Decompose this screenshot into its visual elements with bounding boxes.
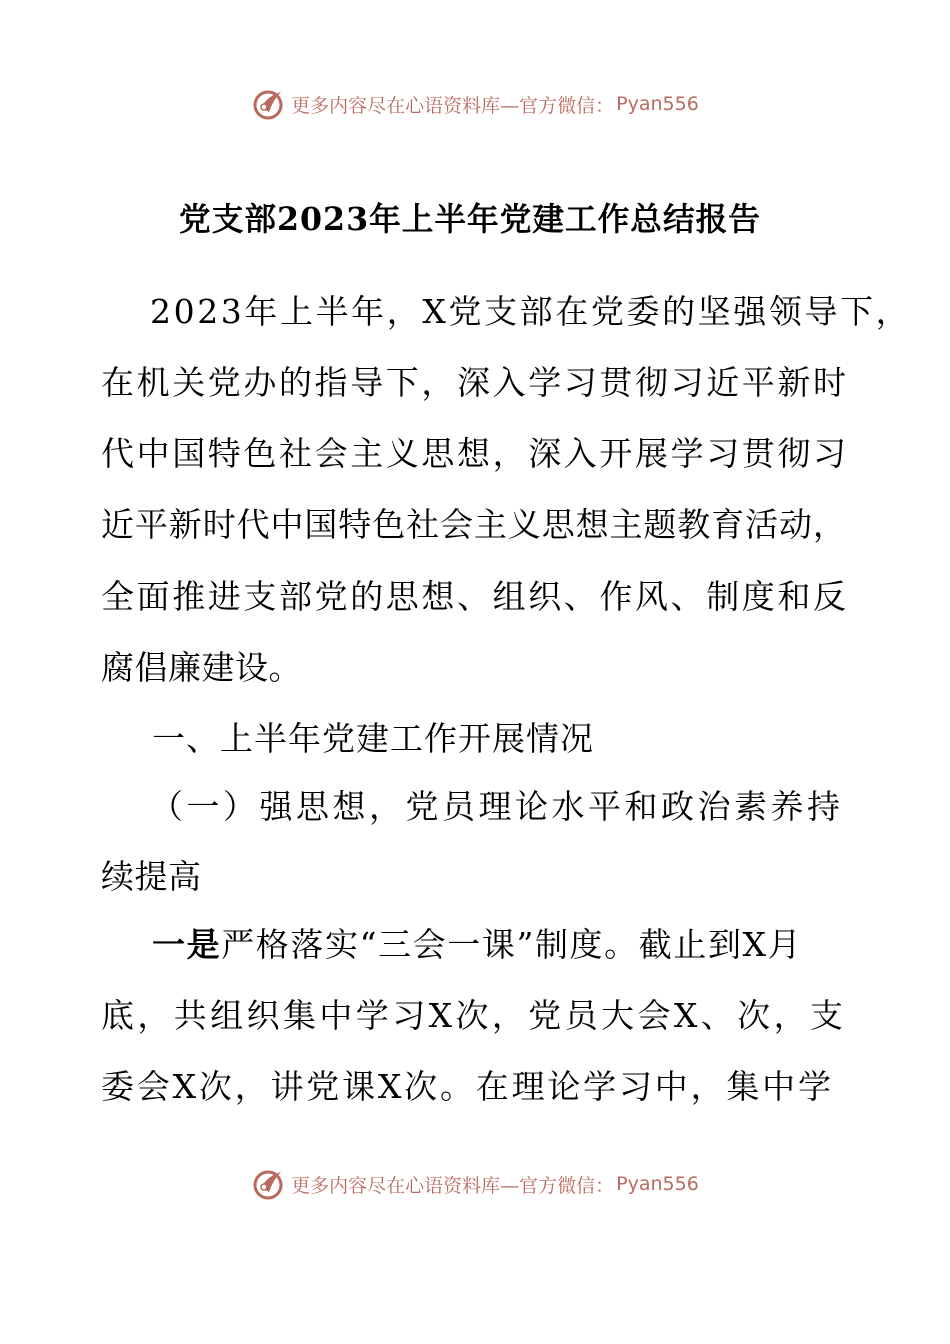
section-heading: 一、上半年党建工作开展情况 — [152, 719, 594, 758]
subsection-heading: （一）强思想，党员理论水平和政治素养持 — [150, 787, 844, 826]
watermark-text: 更多内容尽在心语资料库—官方微信： — [291, 1174, 615, 1197]
watermark-header — [0, 84, 950, 124]
watermark-footer — [0, 1164, 950, 1204]
bold-lead: 一是 — [152, 925, 222, 964]
watermark-text: 更多内容尽在心语资料库—官方微信： — [291, 94, 615, 117]
paragraph-line: 委会X次，讲党课X次。在理论学习中，集中学 — [101, 1067, 834, 1106]
paragraph-line: 近平新时代中国特色社会主义思想主题教育活动， — [101, 505, 847, 544]
document-title: 党支部2023年上半年党建工作总结报告 — [179, 200, 761, 238]
paragraph-line: 在机关党办的指导下，深入学习贯彻习近平新时 — [101, 363, 849, 402]
paragraph-line: 代中国特色社会主义思想，深入开展学习贯彻习 — [101, 434, 849, 473]
paragraph-line: 底，共组织集中学习X次，党员大会X、次，支 — [101, 996, 847, 1035]
subsection-heading: 续提高 — [101, 857, 202, 896]
paragraph-line: 全面推进支部党的思想、组织、作风、制度和反 — [101, 577, 849, 616]
logo-icon — [251, 86, 287, 122]
watermark-id: Pyan556 — [616, 1173, 699, 1195]
paragraph-text: 严格落实“三会一课”制度。截止到X月 — [221, 925, 803, 964]
watermark-id: Pyan556 — [616, 93, 699, 115]
paragraph-line: 腐倡廉建设。 — [101, 648, 302, 687]
paragraph-line — [152, 925, 802, 965]
paragraph-line: 2023年上半年，X党支部在党委的坚强领导下， — [150, 292, 912, 331]
logo-icon — [251, 1166, 287, 1202]
